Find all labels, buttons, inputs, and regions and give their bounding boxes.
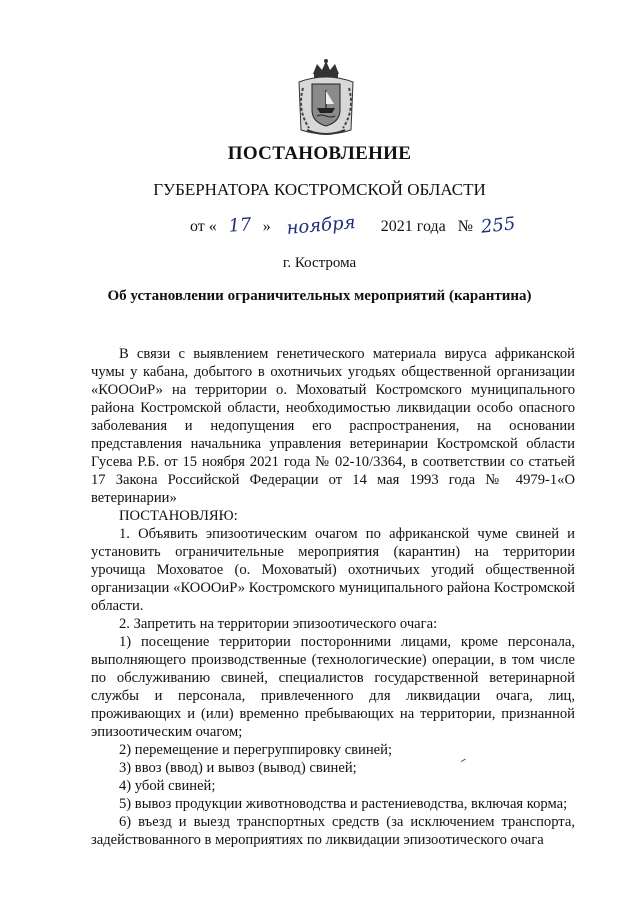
date-year: 2021 года — [380, 218, 446, 235]
date-mid: » — [262, 218, 271, 235]
date-number-line — [190, 212, 517, 239]
number-label: № — [457, 218, 473, 235]
decree-word: ПОСТАНОВЛЯЮ: — [119, 508, 238, 524]
item-2: 2. Запретить на территории эпизоотического очага: — [119, 616, 438, 632]
coat-of-arms-icon — [293, 58, 359, 140]
document-heading: Об установлении ограничительных мероприятий (карантина) — [107, 288, 532, 304]
handwritten-month: ноября — [285, 212, 357, 239]
issuer-line: ГУБЕРНАТОРА КОСТРОМСКОЙ ОБЛАСТИ — [153, 180, 486, 199]
item-2-5: 5) вывоз продукции животноводства и растениеводства, включая корма; — [119, 796, 568, 812]
document-body — [91, 345, 575, 849]
document-title: ПОСТАНОВЛЕНИЕ — [227, 143, 412, 164]
item-1: 1. Объявить эпизоотическим очагом по африканской чуме свиней и установить ограничительные мероприятия (карантин) на территории урочища Моховатое (о. Моховатый) охотничьих угодий общественной организации «КОООиР» Костромского муниципального района Костромской области. — [91, 526, 575, 614]
city-line: г. Кострома — [282, 255, 357, 271]
handwritten-number: 255 — [479, 213, 517, 238]
item-2-4: 4) убой свиней; — [119, 778, 216, 794]
item-2-2: 2) перемещение и перегруппировку свиней; — [119, 742, 393, 758]
date-prefix: от « — [190, 218, 217, 235]
item-2-1: 1) посещение территории посторонними лицами, кроме персонала, выполняющего производственные (технологические) операции, в том числе по обслуживанию свиней, специалистов государственной ветеринарной службы и персонала, привлеченного для ликвидации очага, лиц, проживающих и (или) временно пребывающих на территории, признанной эпизоотическим очагом; — [91, 634, 575, 740]
item-2-3: 3) ввоз (ввод) и вывоз (вывод) свиней; — [119, 760, 357, 776]
intro-paragraph: В связи с выявлением генетического материала вируса африканской чумы у кабана, добытого в охотничьих угодьях общественной организации «КОООиР» на территории о. Моховатый Костромского муниципального района Костромской области, необходимостью ликвидации особо опасного заболевания и недопущения его распространения, на основании представления начальника управления ветеринарии Костромской области Гусева Р.Б. от 15 ноября 2021 года № 02-10/3364, в соответствии со статьей 17 Закона Российской Федерации от 14 мая 1993 года № 4979-1«О ветеринарии» — [91, 346, 575, 506]
handwritten-day: 17 — [227, 214, 252, 237]
item-2-6: 6) въезд и выезд транспортных средств (за исключением транспорта, задействованного в мероприятиях по ликвидации эпизоотического очага — [91, 814, 575, 848]
